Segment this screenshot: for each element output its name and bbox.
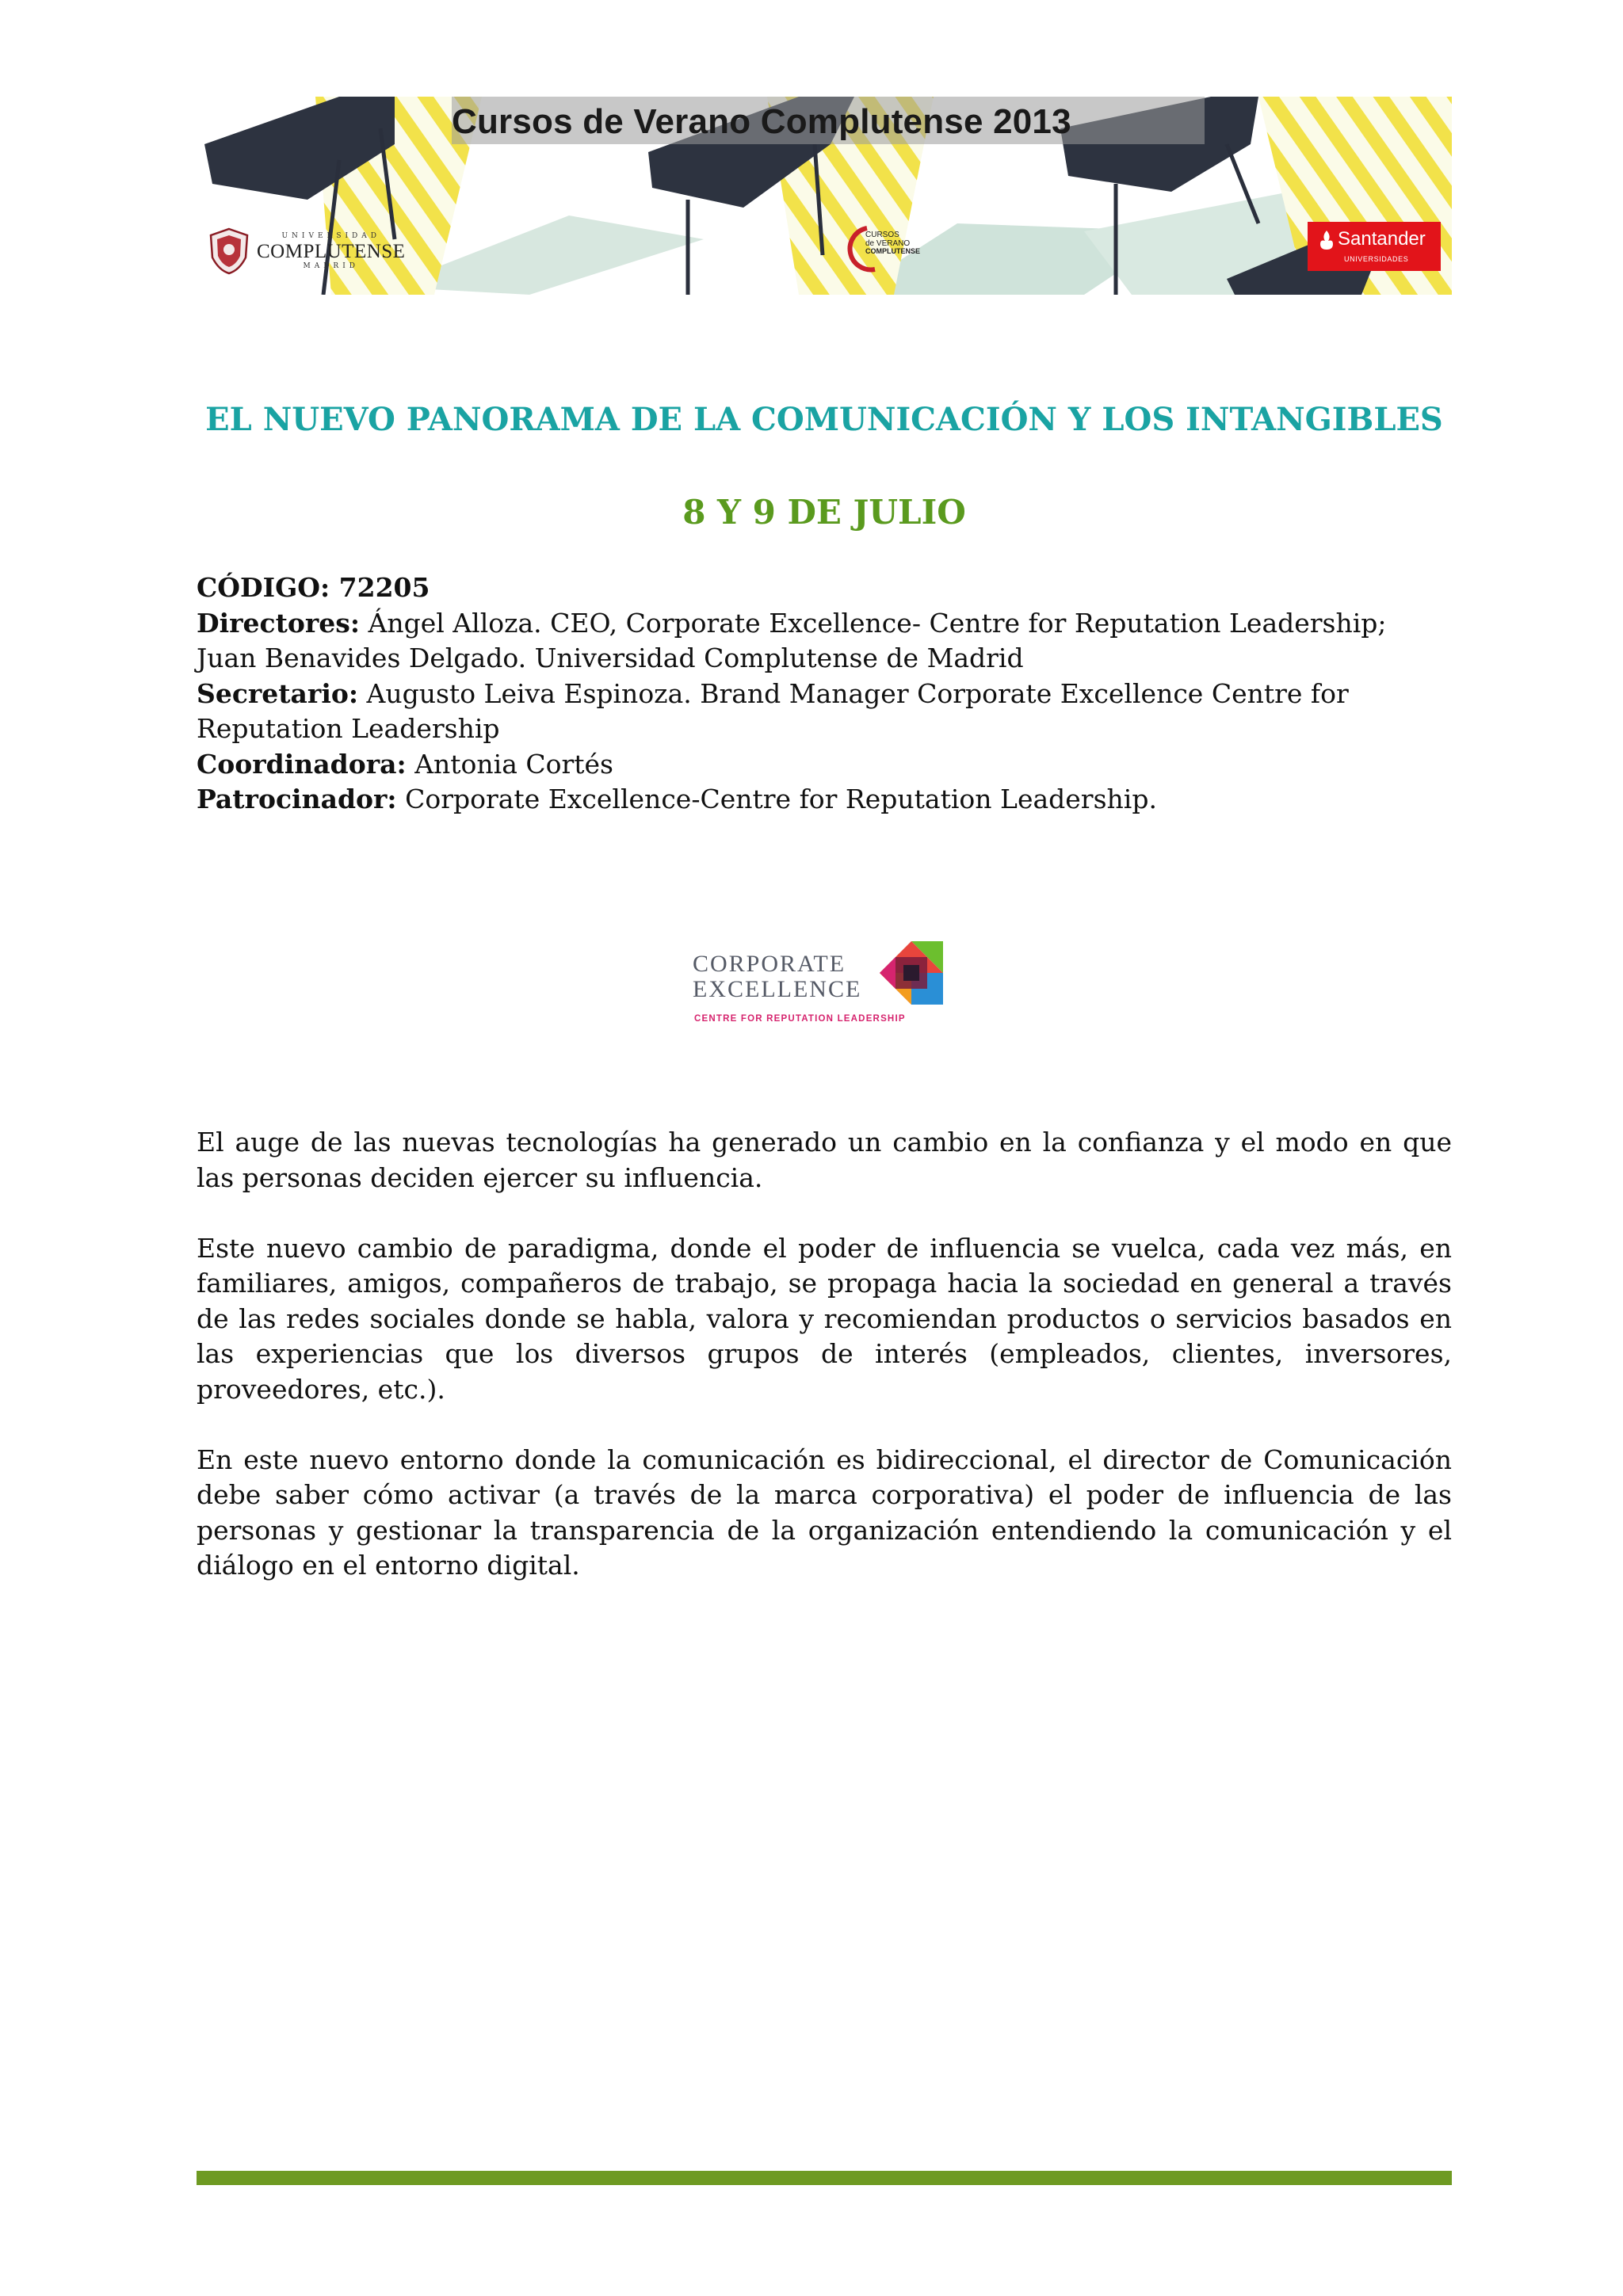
course-date: 8 Y 9 DE JULIO (682, 493, 966, 532)
ce-logo-sub: CENTRE FOR REPUTATION LEADERSHIP (694, 1014, 906, 1024)
body-paragraph-3: En este nuevo entorno donde la comunicación es bidireccional, el director de Comunicación debe saber cómo activar (a través de la marca corporativa) el poder de influencia de las personas y gestionar la transparencia de la organización entendiendo la comunicación y el diálogo en el entorno digital. (197, 1444, 1452, 1581)
ce-diamond-icon (880, 941, 943, 1005)
ce-logo-line2: EXCELLENCE (693, 976, 862, 1002)
coordinadora-label: Coordinadora: (197, 748, 407, 780)
coordinadora-line (197, 747, 1452, 783)
corporate-excellence-logo (693, 940, 954, 1035)
cursos-logo-line1: CURSOS (865, 231, 899, 239)
ucm-seal-icon (208, 227, 250, 275)
directores-line (197, 606, 1452, 677)
codigo-line (197, 570, 1452, 606)
ucm-text (257, 233, 405, 270)
patrocinador-line (197, 782, 1452, 818)
cursos-logo-line2: de VERANO (865, 238, 911, 248)
santander-sub: UNIVERSIDADES (1344, 255, 1409, 263)
ucm-top-text: UNIVERSIDAD (281, 231, 380, 240)
header-banner (197, 97, 1452, 295)
directores-label: Directores: (197, 607, 361, 639)
patrocinador-value: Corporate Excellence-Centre for Reputation Leadership. (396, 784, 1157, 814)
course-title: EL NUEVO PANORAMA DE LA COMUNICACIÓN Y LOS INTANGIBLES (205, 401, 1443, 438)
secretario-label: Secretario: (197, 677, 359, 709)
banner-title: Cursos de Verano Complutense 2013 (452, 102, 1071, 141)
ucm-bottom-text: MADRID (303, 261, 359, 270)
codigo-label: CÓDIGO: 72205 (197, 572, 430, 603)
coordinadora-value: Antonia Cortés (406, 748, 613, 780)
santander-name: Santander (1338, 228, 1426, 250)
santander-logo (1308, 222, 1441, 271)
cursos-logo-line3: COMPLUTENSE (865, 247, 921, 255)
footer-bar (197, 2171, 1452, 2185)
directores-value: Ángel Alloza. CEO, Corporate Excellence- Centre for Reputation Leadership; Juan Benavides Delgado. Universidad Complutense de Madrid (197, 607, 1387, 673)
banner-title-box (452, 100, 1071, 144)
patrocinador-label: Patrocinador: (197, 784, 397, 814)
secretario-line (197, 677, 1452, 747)
body-paragraph-1: El auge de las nuevas tecnologías ha generado un cambio en la confianza y el modo en que las personas deciden ejercer su influencia. (197, 1127, 1452, 1193)
ucm-main-text: COMPLUTENSE (257, 240, 406, 262)
secretario-value: Augusto Leiva Espinoza. Brand Manager Corporate Excellence Centre for Reputation Leadership (197, 677, 1349, 744)
course-description (197, 1125, 1452, 1619)
santander-flame-icon (1319, 230, 1335, 250)
cursos-verano-logo (843, 223, 921, 274)
course-info (197, 570, 1452, 818)
ce-logo-line1: CORPORATE (693, 951, 846, 977)
body-paragraph-2: Este nuevo cambio de paradigma, donde el poder de influencia se vuelca, cada vez más, en familiares, amigos, compañeros de trabajo, se propaga hacia la sociedad en general a través de las redes sociales donde se habla, valora y recomiendan productos o servicios basados en las experiencias que los diversos grupos de interés (empleados, clientes, inversores, proveedores, etc.). (197, 1232, 1452, 1405)
ucm-logo (208, 223, 405, 279)
